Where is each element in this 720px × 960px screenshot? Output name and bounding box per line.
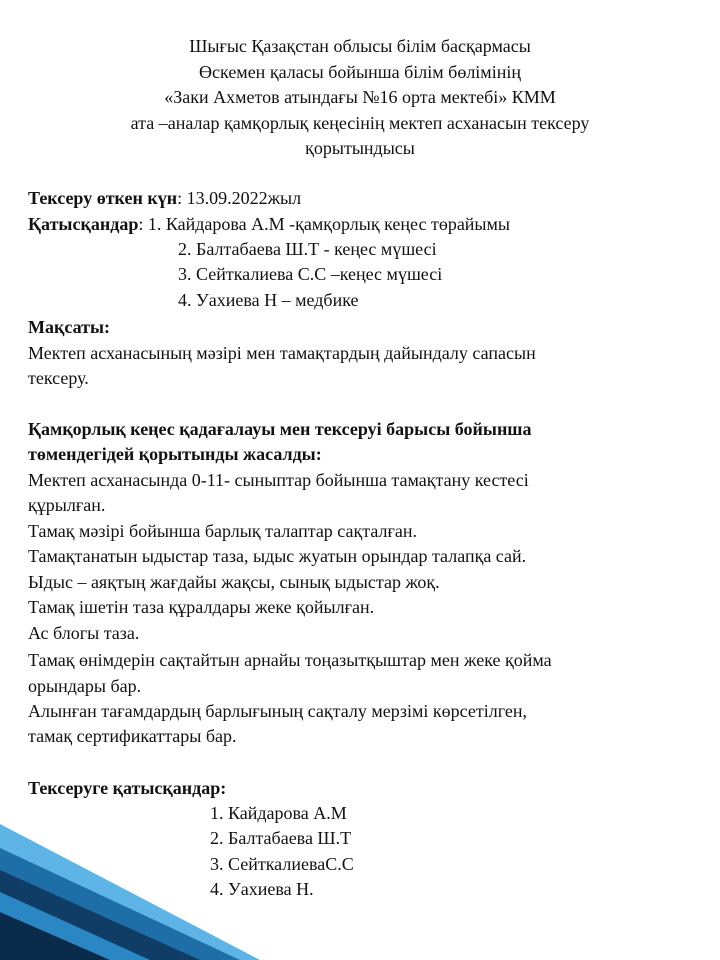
finding-line: құрылған. — [28, 495, 106, 515]
participant-item: 1. Кайдарова А.М -қамқорлық кеңес төрайымы — [143, 214, 511, 234]
purpose-heading: Мақсаты: — [28, 317, 110, 337]
participant-item: 4. Уахиева Н – медбике — [178, 290, 359, 310]
signature-item: 1. Кайдарова А.М — [210, 803, 347, 823]
header-line: ата –аналар қамқорлық кеңесінің мектеп асханасын тексеру — [130, 112, 590, 133]
date-value: 13.09.2022жыл — [182, 188, 302, 208]
finding-line: Мектеп асханасында 0-11- сыныптар бойынша тамақтану кестесі — [28, 470, 529, 490]
signature-item: 3. СейткалиеваС.С — [210, 854, 354, 874]
header-line: Шығыс Қазақстан облысы білім басқармасы — [189, 36, 531, 56]
finding-line: Ыдыс – аяқтың жағдайы жақсы, сынық ыдыстар жоқ. — [28, 572, 440, 592]
finding-line: Тамақтанатын ыдыстар таза, ыдыс жуатын орындар талапқа сай. — [28, 546, 527, 566]
participant-item: 2. Балтабаева Ш.Т - кеңес мүшесі — [178, 239, 437, 259]
finding-line: орындары бар. — [28, 676, 142, 696]
date-label: Тексеру өткен күн — [28, 188, 178, 208]
header-line: «Заки Ахметов атындағы №16 орта мектебі» КММ — [164, 87, 556, 107]
signature-item: 4. Уахиева Н. — [210, 879, 314, 899]
date-separator: : — [177, 188, 183, 208]
finding-line: Алынған тағамдардың барлығының сақталу мерзімі көрсетілген, — [28, 701, 527, 721]
finding-line: тамақ сертификаттары бар. — [28, 726, 237, 746]
signatures-heading: Тексеруге қатысқандар: — [28, 778, 227, 798]
finding-line: Ас блогы таза. — [28, 623, 140, 643]
finding-line: Тамақ өнімдерін сақтайтын арнайы тоңазытқыштар мен жеке қойма — [28, 650, 552, 670]
purpose-text: Мектеп асханасының мәзірі мен тамақтардың дайындалу сапасын — [28, 343, 536, 363]
signature-item: 2. Балтабаева Ш.Т — [210, 828, 352, 848]
findings-heading: Қамқорлық кеңес қадағалауы мен тексеруі барысы бойынша — [28, 419, 532, 439]
participants-first-row — [28, 212, 510, 237]
header-line: қорытындысы — [305, 138, 415, 158]
finding-line: Тамақ ішетін таза құралдары жеке қойылған. — [28, 597, 375, 617]
findings-heading: төмендегідей қорытынды жасалды: — [28, 444, 322, 464]
participants-label: Қатысқандар — [28, 214, 139, 234]
participants-separator: : — [138, 214, 144, 234]
participant-item: 3. Сейткалиева С.С –кеңес мүшесі — [178, 264, 443, 284]
decorative-corner-stripes — [0, 800, 260, 960]
inspection-date — [28, 186, 301, 211]
document-header — [0, 34, 720, 162]
finding-line: Тамақ мәзірі бойынша барлық талаптар сақталған. — [28, 521, 417, 541]
purpose-text: тексеру. — [28, 368, 89, 388]
header-line: Өскемен қаласы бойынша білім бөлімінің — [199, 61, 521, 82]
